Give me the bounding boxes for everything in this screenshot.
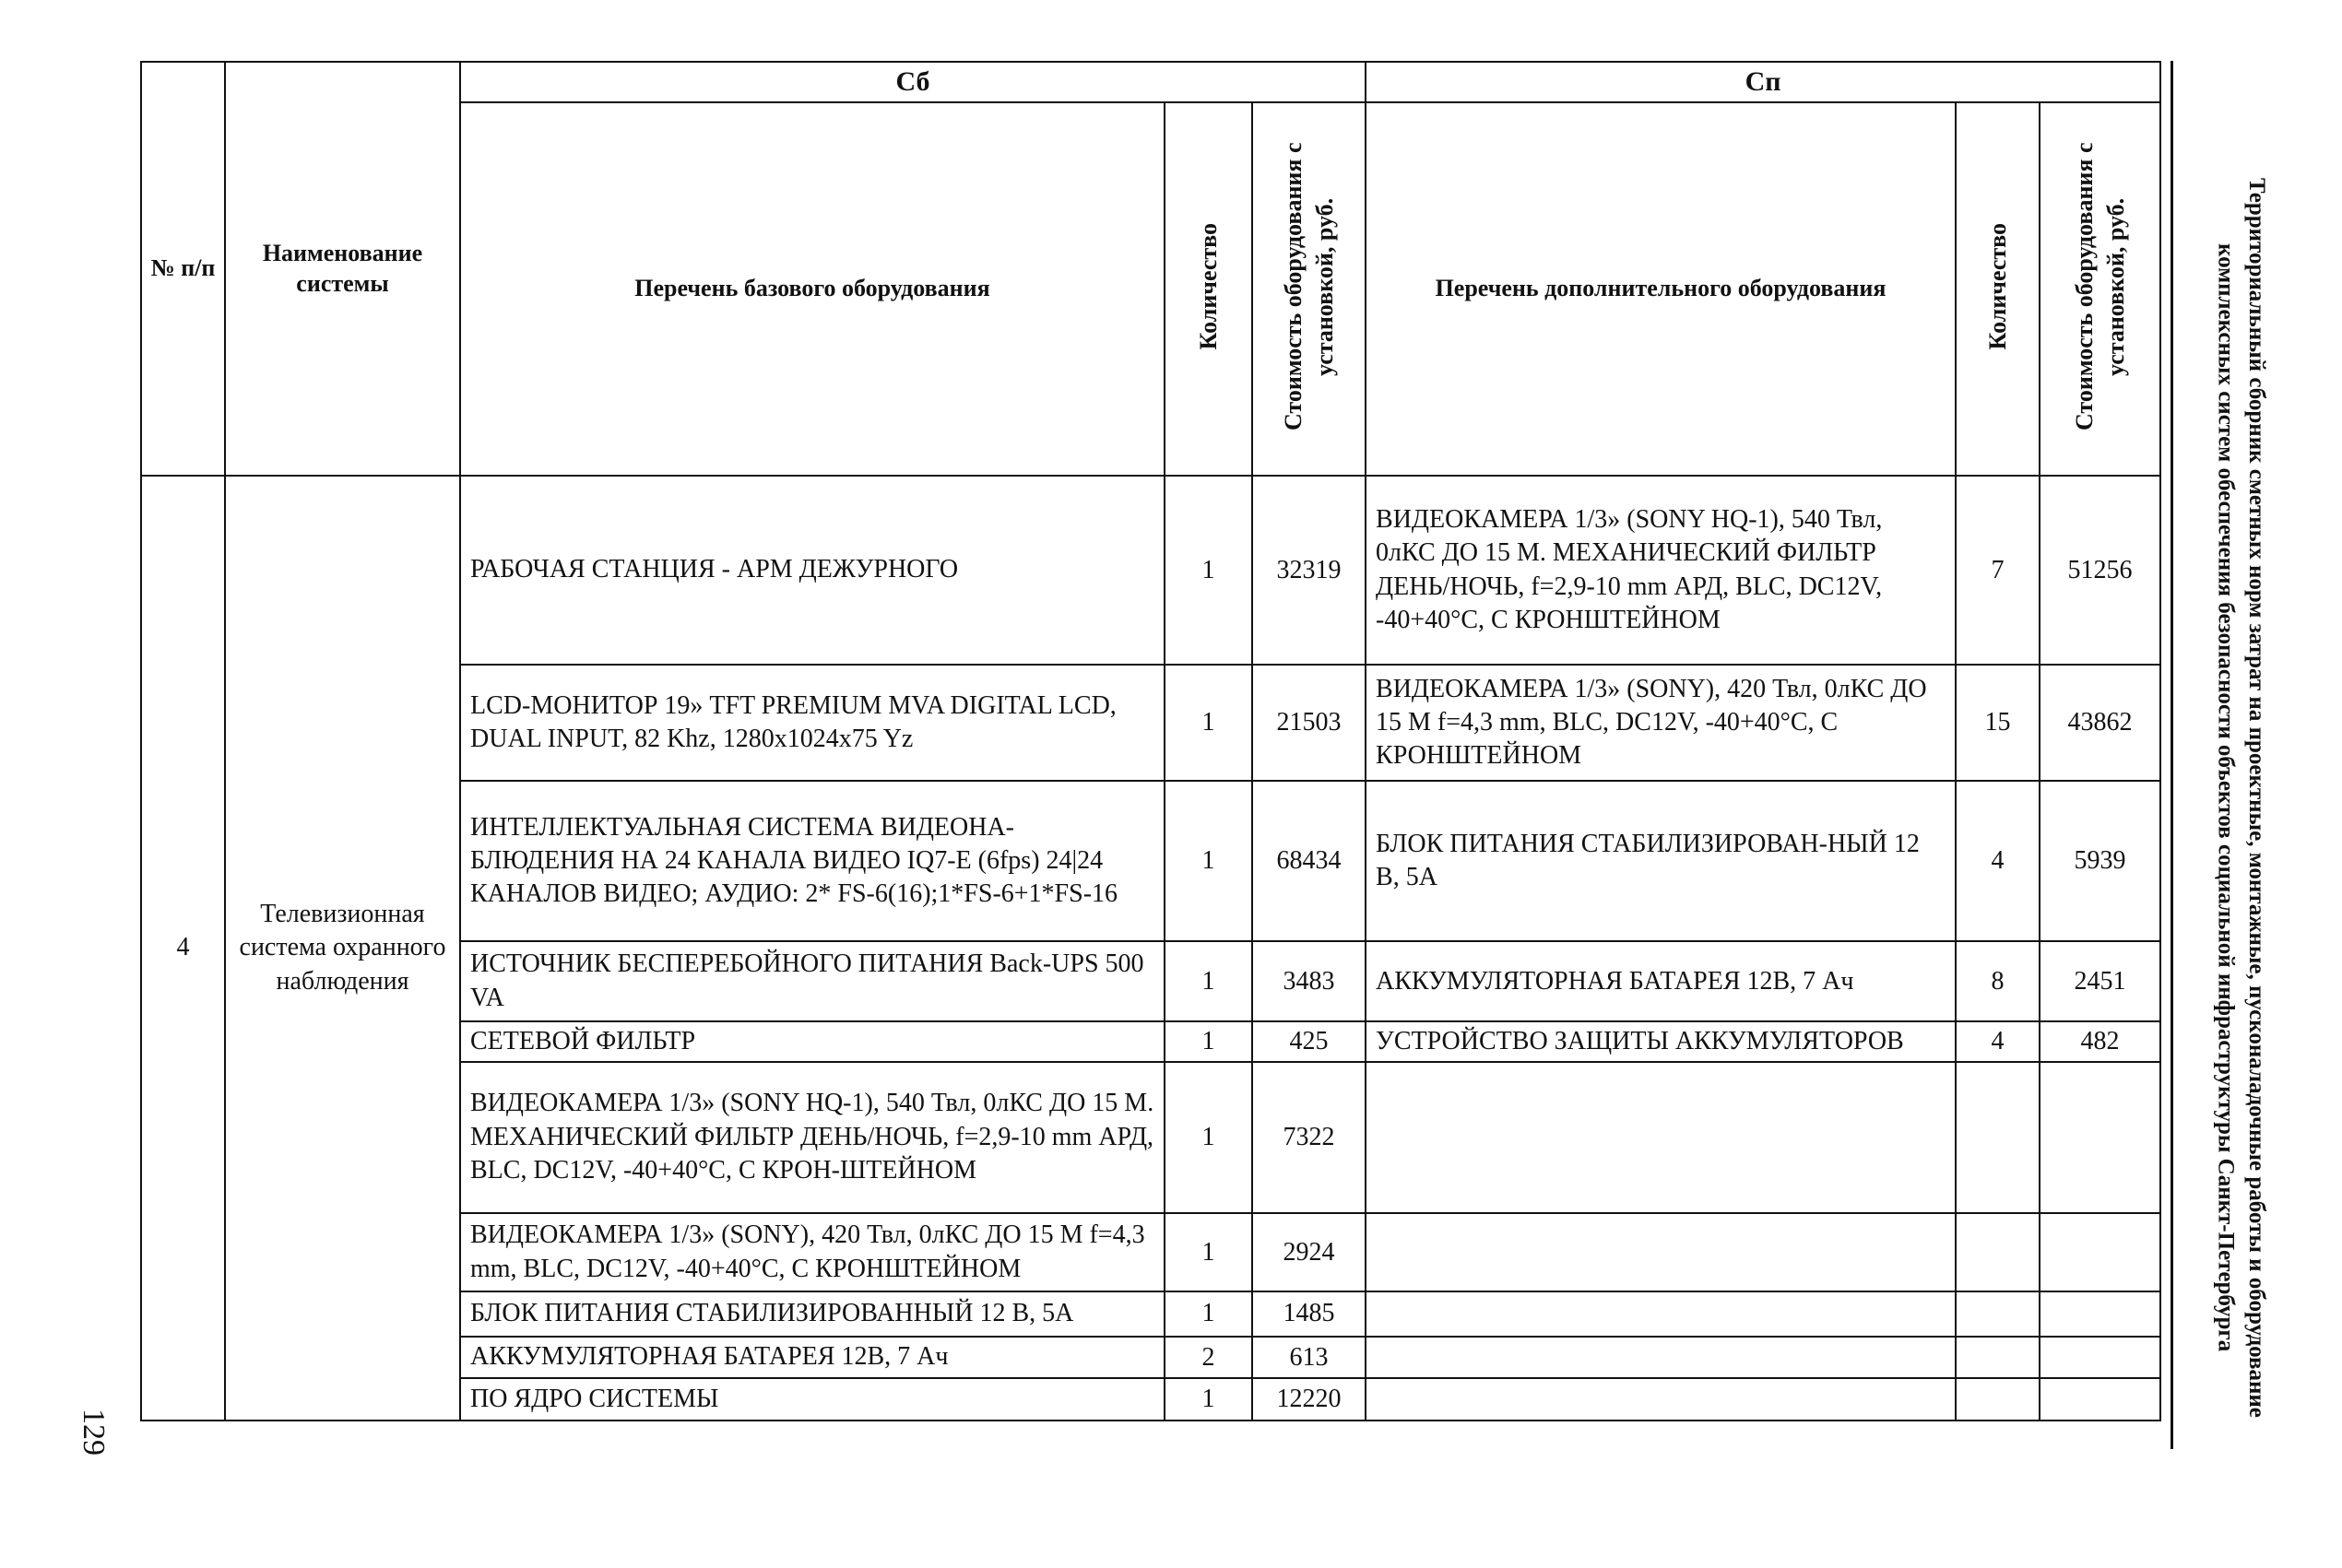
base-qty: 1	[1165, 476, 1252, 666]
extra-cost	[2040, 1291, 2160, 1337]
extra-qty	[1956, 1213, 2040, 1291]
header-base-list: Перечень базового оборудования	[460, 102, 1165, 476]
base-item: АККУМУЛЯТОРНАЯ БАТАРЕЯ 12В, 7 Ач	[460, 1337, 1165, 1379]
base-qty: 2	[1165, 1337, 1252, 1379]
header-cost: Стоимость оборудования с установкой, руб.	[1252, 102, 1366, 476]
extra-cost: 5939	[2040, 781, 2160, 941]
base-qty: 1	[1165, 1021, 1252, 1062]
extra-cost	[2040, 1337, 2160, 1379]
base-item: СЕТЕВОЙ ФИЛЬТР	[460, 1021, 1165, 1062]
extra-qty	[1956, 1337, 2040, 1379]
base-cost: 613	[1252, 1337, 1366, 1379]
base-item: ПО ЯДРО СИСТЕМЫ	[460, 1378, 1165, 1421]
extra-qty	[1956, 1378, 2040, 1421]
extra-cost	[2040, 1062, 2160, 1213]
base-item: РАБОЧАЯ СТАНЦИЯ - АРМ ДЕЖУРНОГО	[460, 476, 1165, 666]
base-qty: 1	[1165, 781, 1252, 941]
system-number: 4	[141, 476, 225, 1421]
extra-item: АККУМУЛЯТОРНАЯ БАТАРЕЯ 12В, 7 Ач	[1366, 941, 1956, 1021]
header-number: № п/п	[141, 62, 225, 476]
extra-cost	[2040, 1378, 2160, 1421]
header-group-base: Сб	[460, 62, 1366, 102]
base-cost: 32319	[1252, 476, 1366, 666]
extra-cost: 482	[2040, 1021, 2160, 1062]
table-row	[141, 476, 2160, 666]
extra-qty: 7	[1956, 476, 2040, 666]
base-qty: 1	[1165, 1213, 1252, 1291]
side-title: Территориальный сборник сметных норм затрат на проектные, монтажные, пусконаладочные работы и оборудование комплексных систем обеспечения безопасности объектов социальной инфраструктуры Санкт-Петербурга	[2213, 177, 2269, 1418]
base-item: LCD-МОНИТОР 19» TFT PREMIUM MVA DIGITAL LCD, DUAL INPUT, 82 Khz, 1280x1024x75 Yz	[460, 665, 1165, 781]
system-name: Телевизионная система охранного наблюдения	[225, 476, 460, 1421]
base-qty: 1	[1165, 665, 1252, 781]
base-item: ВИДЕОКАМЕРА 1/3» (SONY HQ-1), 540 Твл, 0лКС ДО 15 М. МЕХАНИЧЕСКИЙ ФИЛЬТР ДЕНЬ/НОЧЬ, f=2,9-10 mm АРД, BLC, DC12V, -40+40°С, С КРОН-ШТЕЙНОМ	[460, 1062, 1165, 1213]
base-qty: 1	[1165, 1291, 1252, 1337]
side-divider	[2170, 61, 2173, 1449]
extra-cost	[2040, 1213, 2160, 1291]
equipment-table	[140, 61, 2161, 1421]
header-group-extra: Сп	[1366, 62, 2160, 102]
extra-qty	[1956, 1062, 2040, 1213]
header-qty2: Количество	[1956, 102, 2040, 476]
base-cost: 21503	[1252, 665, 1366, 781]
extra-item	[1366, 1213, 1956, 1291]
base-cost: 1485	[1252, 1291, 1366, 1337]
header-extra-list: Перечень дополнительного оборудования	[1366, 102, 1956, 476]
extra-cost: 2451	[2040, 941, 2160, 1021]
base-item: ИНТЕЛЛЕКТУАЛЬНАЯ СИСТЕМА ВИДЕОНА-БЛЮДЕНИЯ НА 24 КАНАЛА ВИДЕО IQ7-E (6fps) 24|24 КАНАЛОВ ВИДЕО; АУДИО: 2* FS-6(16);1*FS-6+1*FS-16	[460, 781, 1165, 941]
extra-cost: 51256	[2040, 476, 2160, 666]
extra-qty: 4	[1956, 1021, 2040, 1062]
extra-item	[1366, 1062, 1956, 1213]
page-number: 129	[77, 1409, 111, 1456]
extra-qty: 15	[1956, 665, 2040, 781]
extra-item: ВИДЕОКАМЕРА 1/3» (SONY), 420 Твл, 0лКС ДО 15 М f=4,3 mm, BLC, DC12V, -40+40°С, С КРОНШТЕЙНОМ	[1366, 665, 1956, 781]
extra-item: ВИДЕОКАМЕРА 1/3» (SONY HQ-1), 540 Твл, 0лКС ДО 15 М. МЕХАНИЧЕСКИЙ ФИЛЬТР ДЕНЬ/НОЧЬ, f=2,9-10 mm АРД, BLC, DC12V, -40+40°С, С КРОНШТЕЙНОМ	[1366, 476, 1956, 666]
base-cost: 2924	[1252, 1213, 1366, 1291]
base-qty: 1	[1165, 941, 1252, 1021]
base-cost: 425	[1252, 1021, 1366, 1062]
header-qty: Количество	[1165, 102, 1252, 476]
base-qty: 1	[1165, 1062, 1252, 1213]
extra-item	[1366, 1291, 1956, 1337]
extra-item: УСТРОЙСТВО ЗАЩИТЫ АККУМУЛЯТОРОВ	[1366, 1021, 1956, 1062]
header-system-name: Наименование системы	[225, 62, 460, 476]
extra-cost: 43862	[2040, 665, 2160, 781]
base-qty: 1	[1165, 1378, 1252, 1421]
base-cost: 12220	[1252, 1378, 1366, 1421]
extra-qty	[1956, 1291, 2040, 1337]
base-cost: 68434	[1252, 781, 1366, 941]
extra-item: БЛОК ПИТАНИЯ СТАБИЛИЗИРОВАН-НЫЙ 12 В, 5А	[1366, 781, 1956, 941]
header-cost2: Стоимость оборудования с установкой, руб.	[2040, 102, 2160, 476]
extra-qty: 4	[1956, 781, 2040, 941]
base-item: ИСТОЧНИК БЕСПЕРЕБОЙНОГО ПИТАНИЯ Back-UPS 500 VA	[460, 941, 1165, 1021]
extra-qty: 8	[1956, 941, 2040, 1021]
base-item: БЛОК ПИТАНИЯ СТАБИЛИЗИРОВАННЫЙ 12 В, 5А	[460, 1291, 1165, 1337]
extra-item	[1366, 1378, 1956, 1421]
base-item: ВИДЕОКАМЕРА 1/3» (SONY), 420 Твл, 0лКС ДО 15 М f=4,3 mm, BLC, DC12V, -40+40°С, С КРОНШТЕЙНОМ	[460, 1213, 1165, 1291]
base-cost: 7322	[1252, 1062, 1366, 1213]
base-cost: 3483	[1252, 941, 1366, 1021]
extra-item	[1366, 1337, 1956, 1379]
